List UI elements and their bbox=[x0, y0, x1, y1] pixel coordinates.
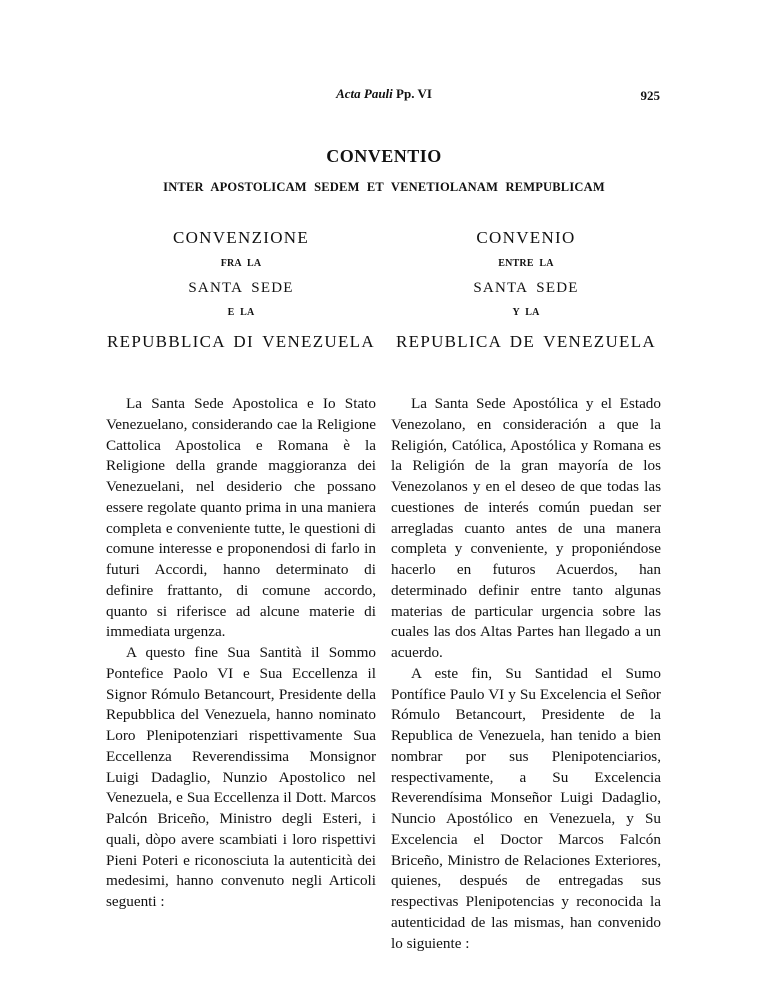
right-party-1: SANTA SEDE bbox=[473, 280, 579, 296]
left-party-1: SANTA SEDE bbox=[188, 280, 294, 296]
paragraph: La Santa Sede Apostólica y el Estado Venezolano, en consideración a que la Religión, Católica, Apostólica y Romana es la Religión de la gran mayoría de los Venezolanos y en el deseo de que todas las cuestiones de interés común puedan ser arregladas cuanto antes de una manera completa y conveniente, y proponiéndose hacerlo en futuros Acuerdos, han determinado definir entre tanto algunas materias de particular urgencia sobre las cuales las dos Altas Partes han llegado a un acuerdo. bbox=[391, 395, 661, 661]
left-connector-1: FRA LA bbox=[220, 258, 262, 269]
paragraph: A questo fine Sua Santità il Sommo Pontefice Paolo VI e Sua Eccellenza il Signor Rómulo Betancourt, Presidente della Repubblica del Venezuela, hanno nominato Loro Plenipotenziari rispettivamente Sua Eccellenza Reverendissima Monsignor Luigi Dadaglio, Nunzio Apostolico nel Venezuela, e Sua Eccellenza il Dott. Marcos Palcón Briceño, Ministro degli Esteri, i quali, dòpo avere scambiati i loro rispettivi Pieni Poteri e riconosciuta la autenticità dei medesimi, hanno convenuto negli Articoli seguenti : bbox=[106, 644, 376, 910]
page-header bbox=[0, 86, 768, 108]
paragraph: La Santa Sede Apostolica e Io Stato Venezuelano, considerando cae la Religione Cattolica Apostolica e Romana è la Religione della grande maggioranza dei Venezuelani, nel desiderio che possano essere regolate quanto prima in una maniera completa e conveniente tutte, le questioni di comune interesse e proponendosi di farlo in futuri Accordi, hanno determinato di definire frattanto, di comune accordo, quanto si riferisce ad alcune materie di immediata urgenza. bbox=[106, 395, 376, 641]
right-connector-2: Y LA bbox=[512, 307, 540, 318]
right-connector-1: ENTRE LA bbox=[498, 258, 554, 269]
running-title-italic: Acta Pauli bbox=[336, 86, 393, 101]
page-number: 925 bbox=[640, 88, 660, 103]
document-subtitle: INTER APOSTOLICAM SEDEM ET VENETIOLANAM REMPUBLICAM bbox=[163, 180, 605, 194]
document-title: CONVENTIO bbox=[326, 146, 442, 166]
paragraph: A este fin, Su Santidad el Sumo Pontífice Paulo VI y Su Excelencia el Señor Rómulo Betancourt, Presidente de la Republica de Venezuela, han tenido a bien nombrar por sus Plenipotenciarios, respectivamente, a Su Excelencia Reverendísima Monseñor Luigi Dadaglio, Nuncio Apostólico en Venezuela, y Su Excelencia el Doctor Marcos Falcón Briceño, Ministro de Relaciones Exteriores, quienes, después de entregadas sus respectivas Plenipotencias y reconocida la autenticidad de las mismas, han convenido lo siguiente : bbox=[391, 664, 661, 952]
left-connector-2: E LA bbox=[227, 307, 255, 318]
left-heading: CONVENZIONE bbox=[172, 228, 310, 247]
right-heading: CONVENIO bbox=[476, 228, 576, 247]
spanish-text-column bbox=[391, 394, 661, 954]
running-title-rest: Pp. VI bbox=[392, 86, 432, 101]
right-party-2: REPUBLICA DE VENEZUELA bbox=[396, 332, 656, 351]
italian-text-column bbox=[106, 394, 376, 913]
left-party-2: REPUBBLICA DI VENEZUELA bbox=[107, 332, 375, 351]
